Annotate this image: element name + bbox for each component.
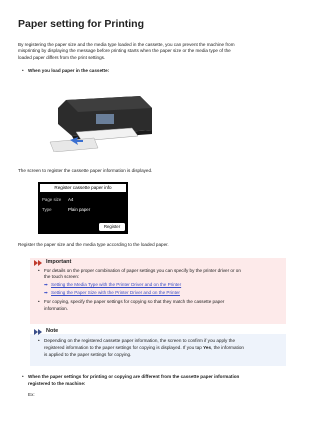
bullet-mark: • xyxy=(22,374,24,379)
intro-line: loaded paper differs from the print settings. xyxy=(18,54,106,60)
page-title: Paper setting for Printing xyxy=(18,18,145,30)
bullet-mismatch: registered to the machine: xyxy=(28,381,86,386)
page-size-value: A4 xyxy=(68,197,74,202)
screen-caption: The screen to register the cassette paper information is displayed. xyxy=(18,168,153,173)
note-title: Note xyxy=(46,328,59,334)
printer-illustration xyxy=(48,86,160,152)
note-line: is applied to the paper settings for copying. xyxy=(44,352,132,357)
arrow-icon: ➡ xyxy=(44,282,48,287)
intro-line: By registering the paper size and the media type loaded in the cassette, you can prevent the machine from xyxy=(18,42,235,47)
important-title: Important xyxy=(46,259,72,265)
register-button[interactable]: Register xyxy=(99,223,125,231)
note-text: , the information xyxy=(211,345,244,350)
arrow-icon: ➡ xyxy=(44,290,48,295)
bullet-mark: • xyxy=(38,299,40,304)
bullet-mismatch: When the paper settings for printing or copying are different from the cassette paper information xyxy=(28,374,240,379)
example-label: Ex: xyxy=(28,392,35,397)
note-line xyxy=(44,345,244,351)
type-value: Plain paper xyxy=(68,207,91,212)
important-icon xyxy=(34,260,44,266)
note-text: registered information to the paper settings for copying is displayed. If you tap xyxy=(44,345,204,350)
bullet-mark: • xyxy=(38,268,40,273)
link-paper-size[interactable]: Setting the Paper Size with the Printer Driver and on the Printer xyxy=(51,290,180,295)
page-size-row[interactable] xyxy=(40,196,126,204)
yes-keyword: Yes xyxy=(203,345,212,350)
important-line: information. xyxy=(44,306,69,311)
type-label: Type xyxy=(42,207,52,212)
intro-paragraph xyxy=(18,42,284,61)
bullet-mark: • xyxy=(38,338,40,343)
screen-header: Register cassette paper info xyxy=(40,184,126,192)
important-line: For details on the proper combination of paper settings you can specify by the printer driver or on xyxy=(44,268,241,273)
bullet-mark: • xyxy=(22,68,24,73)
note-line: Depending on the registered cassette paper information, the screen to confirm if you apply the xyxy=(44,338,236,343)
touch-screen xyxy=(38,182,128,234)
link-media-type[interactable]: Setting the Media Type with the Printer Driver and on the Printer xyxy=(51,282,182,287)
register-caption: Register the paper size and the media type according to the loaded paper. xyxy=(18,242,169,247)
page-size-label: Page size xyxy=(42,197,62,202)
note-icon xyxy=(34,329,44,335)
type-row[interactable] xyxy=(40,206,126,214)
intro-line: misprinting by displaying the message before printing starts when the paper size or the media type of the xyxy=(18,48,231,54)
important-line: the touch screen: xyxy=(44,274,80,279)
important-line: For copying, specify the paper settings for copying so that they match the cassette paper xyxy=(44,299,225,304)
bullet-load-paper: When you load paper in the cassette: xyxy=(28,68,110,73)
